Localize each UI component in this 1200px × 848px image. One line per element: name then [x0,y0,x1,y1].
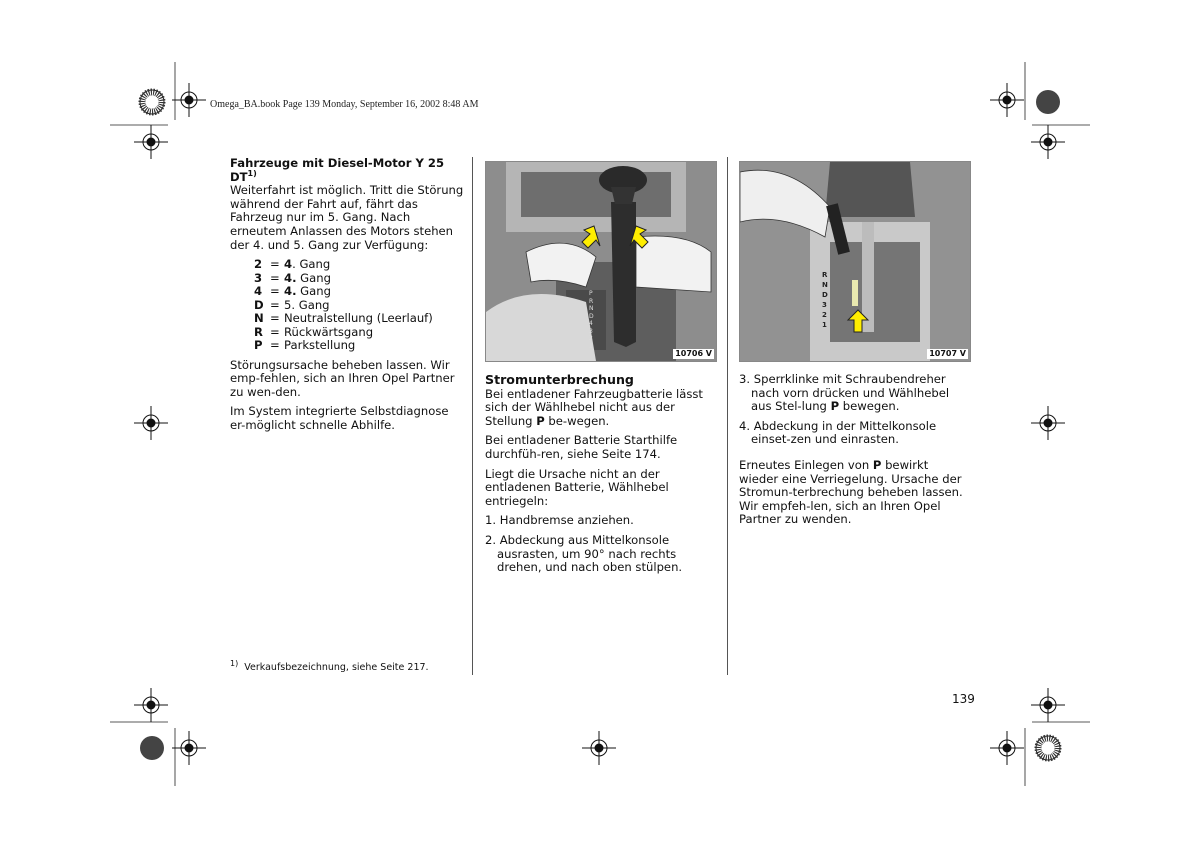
column-divider [727,157,728,675]
gear-lever-illustration [486,162,716,361]
selector-letter: 4 [589,320,593,327]
intro-paragraph: Weiterfahrt ist möglich. Tritt die Störung während der Fahrt auf, fährt das Fahrzeug nur im 5. Gang. Nach erneutem Anlassen des Motors stehen der 4. und 5. Gang zur Verfügung: [230,183,464,252]
figure-release-pawl [739,161,971,362]
gear-equals: = [270,338,280,353]
selector-letter: N [589,305,594,312]
selector-letter: 3 [589,327,593,335]
selector-letter: N [822,281,828,289]
step-4: 4. Abdeckung in der Mittelkonsole einset-zen und einrasten. [739,418,937,447]
gear-equals: = [270,297,280,312]
gear-row [254,312,433,326]
gear-equals: = [270,284,280,299]
paragraph-battery: Bei entladener Fahrzeugbatterie lässt sich der Wählhebel nicht aus der Stellung P be-wegen. [485,386,703,428]
gear-row [254,326,433,340]
selector-letter: 2 [822,311,827,319]
figure-selector-lever [485,161,717,362]
selector-letter: 1 [822,321,827,329]
selector-letter: 2 [589,335,593,342]
selector-letter: R [589,297,594,305]
section-heading-diesel: Fahrzeuge mit Diesel-Motor Y 25 DT$^{1)}$ [230,156,445,184]
step-1: 1. Handbremse anziehen. [485,513,634,528]
gear-key: 3 [254,270,263,285]
gear-value: 5. Gang [284,297,330,312]
gear-value: 4. Gang [284,270,331,285]
gear-row [254,285,433,299]
selector-letters [589,290,599,350]
gear-key: D [254,297,264,312]
figure-label: 10706 V [675,349,712,358]
selector-letter: P [589,290,593,297]
section-heading-power-interruption: Stromunterbrechung [485,372,634,387]
pawl-illustration [740,162,970,361]
paragraph-cause: Störungsursache beheben lassen. Wir emp-fehlen, sich an Ihren Opel Partner zu wen-den. [230,357,455,399]
gear-key: P [254,338,263,353]
step-2: 2. Abdeckung aus Mittelkonsole ausrasten, um 90° nach rechts drehen, und nach oben stülpen. [485,532,683,575]
gear-equals: = [270,324,280,339]
page-number: 139 [952,692,975,706]
gear-row [254,272,433,286]
selector-letter: D [822,291,828,299]
gear-value: Rückwärtsgang [284,324,374,339]
gear-key: 4 [254,284,263,299]
gear-table [254,258,433,353]
step-3: 3. Sperrklinke mit Schraubendreher nach vorn drücken und Wählhebel aus Stel-lung P bewegen. [739,372,950,414]
selector-letter: 3 [822,301,827,309]
column-1 [230,157,466,439]
gear-key: N [254,311,264,326]
paragraph-selfdiag: Im System integrierte Selbstdiagnose er-möglicht schnelle Abhilfe. [230,404,449,433]
gear-value: 4. Gang [284,257,331,272]
gear-row [254,258,433,272]
gear-value: 4. Gang [284,284,331,299]
selector-letter: 1 [589,342,593,350]
selector-letter: R [822,271,828,279]
figure-label: 10707 V [929,349,966,358]
gear-key: 2 [254,257,263,272]
paragraph-release: Liegt die Ursache nicht an der entladenen Batterie, Wählhebel entriegeln: [485,466,669,508]
column-3 [739,373,971,533]
gear-row [254,299,433,313]
selector-letter: D [589,312,594,320]
column-2 [485,373,717,581]
gear-value: Neutralstellung (Leerlauf) [284,311,433,326]
footnote: $^{1)}$ Verkaufsbezeichnung, siehe Seite 217. [230,658,429,673]
gear-equals: = [270,257,280,272]
paragraph-jumpstart: Bei entladener Batterie Starthilfe durchfüh-ren, siehe Seite 174. [485,433,678,461]
gear-equals: = [270,270,280,285]
paragraph-relock: Erneutes Einlegen von P bewirkt wieder eine Verriegelung. Ursache der Stromun-terbrechung beheben lassen. Wir empfeh-len, sich an Ihren Opel Partner zu wenden. [739,457,963,527]
print-header: Omega_BA.book Page 139 Monday, September 16, 2002 8:48 AM [210,99,479,110]
column-divider [472,157,473,675]
gear-key: R [254,324,263,339]
gear-value: Parkstellung [284,338,356,353]
gear-row [254,339,433,353]
gear-equals: = [270,311,280,326]
selector-letters [822,270,832,330]
